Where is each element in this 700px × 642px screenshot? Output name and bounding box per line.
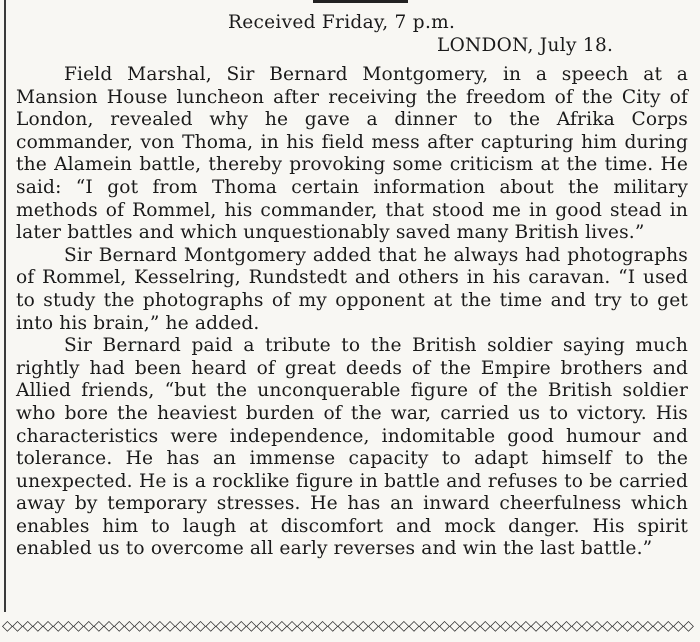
dateline — [0, 12, 700, 56]
article-body — [16, 64, 688, 561]
footer-ornament-rule: ◇◇◇◇◇◇◇◇◇◇◇◇◇◇◇◇◇◇◇◇◇◇◇◇◇◇◇◇◇◇◇◇◇◇◇◇◇◇◇◇◇◇◇◇◇◇◇◇◇◇◇◇◇◇◇◇◇◇◇◇◇◇◇◇◇◇◇◇ — [2, 618, 694, 634]
article-paragraph: Field Marshal, Sir Bernard Montgomery, in a speech at a Mansion House luncheon after receiving the freedom of the City of London, revealed why he gave a dinner to the Afrika Corps commander, von Thoma, in his field mess after capturing him during the Alamein battle, thereby provoking some criticism at the time. He said: “I got from Thoma certain information about the military methods of Rommel, his commander, that stood me in good stead in later battles and which unquestionably saved many British lives.” — [16, 64, 688, 244]
received-line: Received Friday, 7 p.m. — [228, 12, 456, 33]
article-paragraph: Sir Bernard paid a tribute to the British soldier saying much rightly had been heard of great deeds of the Empire brothers and Allied friends, “but the unconquerable figure of the British soldier who bore the heaviest burden of the war, carried us to victory. His characteristics were independence, indomitable good humour and tolerance. He has an immense capacity to adapt himself to the unexpected. He is a rocklike figure in battle and refuses to be carried away by temporary stresses. He has an inward cheerfulness which enables him to laugh at discomfort and mock danger. His spirit enabled us to overcome all early reverses and win the last battle.” — [16, 335, 688, 560]
column-left-border — [4, 0, 6, 612]
article-paragraph: Sir Bernard Montgomery added that he always had photographs of Rommel, Kesselring, Rundstedt and others in his caravan. “I used to study the photographs of my opponent at the time and try to get into his brain,” he added. — [16, 244, 688, 334]
location-date-line: LONDON, July 18. — [437, 35, 614, 56]
top-rule — [313, 0, 408, 3]
